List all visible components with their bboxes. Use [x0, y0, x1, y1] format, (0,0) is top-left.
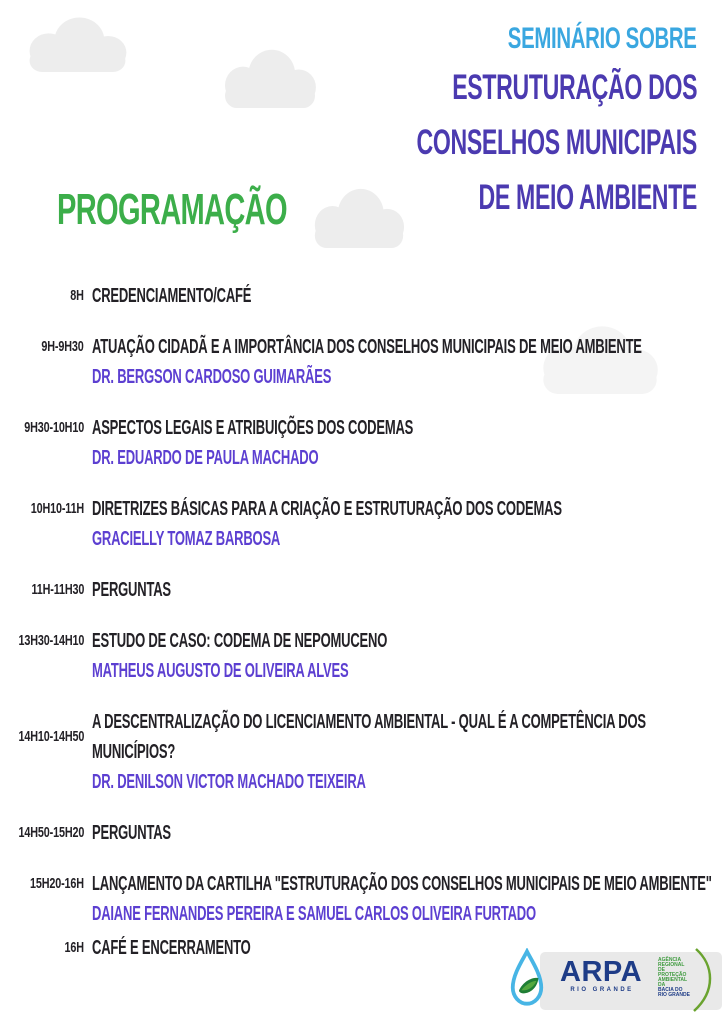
schedule-row: [0, 413, 704, 473]
schedule-row: [0, 332, 704, 392]
session-title: LANÇAMENTO DA CARTILHA "ESTRUTURAÇÃO DOS CONSELHOS MUNICIPAIS DE MEIO AMBIENTE": [92, 873, 712, 895]
session-speaker: DR. DENILSON VICTOR MACHADO TEIXEIRA: [92, 771, 366, 793]
session-title: DIRETRIZES BÁSICAS PARA A CRIAÇÃO E ESTRUTURAÇÃO DOS CODEMAS: [92, 498, 562, 520]
schedule-row: [0, 818, 704, 848]
session-speaker: DAIANE FERNANDES PEREIRA E SAMUEL CARLOS OLIVEIRA FURTADO: [92, 903, 536, 925]
time-label: 10H10-11H: [30, 500, 84, 517]
kicker-text: SEMINÁRIO SOBRE: [508, 22, 697, 55]
arpa-logo: [508, 946, 724, 1020]
session-speaker: DR. BERGSON CARDOSO GUIMARÃES: [92, 366, 332, 388]
schedule-row: [0, 494, 704, 554]
leaf-arc-icon: [686, 947, 722, 1013]
time-label: 14H50-15H20: [18, 824, 84, 841]
main-title-line: ESTRUTURAÇÃO DOS: [452, 68, 697, 107]
session-speaker: GRACIELLY TOMAZ BARBOSA: [92, 528, 281, 550]
schedule-row: [0, 575, 704, 605]
time-label: 15H20-16H: [30, 875, 84, 892]
main-title-line: CONSELHOS MUNICIPAIS: [416, 123, 697, 162]
main-title-line: DE MEIO AMBIENTE: [478, 178, 697, 217]
time-label: 11H-11H30: [31, 581, 84, 598]
schedule-row: [0, 626, 704, 686]
water-drop-leaf-icon: [508, 948, 546, 1010]
session-speaker: MATHEUS AUGUSTO DE OLIVEIRA ALVES: [92, 660, 349, 682]
schedule-row: [0, 707, 704, 797]
time-label: 13H30-14H10: [18, 632, 84, 649]
session-title: A DESCENTRALIZAÇÃO DO LICENCIAMENTO AMBIENTAL - QUAL É A COMPETÊNCIA DOS MUNICÍPIOS?: [92, 711, 646, 763]
schedule-list: [0, 281, 712, 988]
session-title: ATUAÇÃO CIDADÃ E A IMPORTÂNCIA DOS CONSELHOS MUNICIPAIS DE MEIO AMBIENTE: [92, 336, 642, 358]
time-label: 9H30-10H10: [24, 419, 84, 436]
time-label: 9H-9H30: [41, 338, 84, 355]
section-title-programacao: PROGRAMAÇÃO: [57, 185, 287, 234]
session-title: ASPECTOS LEGAIS E ATRIBUIÇÕES DOS CODEMAS: [92, 417, 414, 439]
logo-brand-subtext: RIO GRANDE: [570, 987, 634, 993]
schedule-row: [0, 281, 704, 311]
session-title: PERGUNTAS: [92, 579, 171, 601]
session-title: PERGUNTAS: [92, 822, 171, 844]
session-title: ESTUDO DE CASO: CODEMA DE NEPOMUCENO: [92, 630, 388, 652]
logo-brand-text: ARPA: [560, 956, 643, 988]
session-title: CREDENCIAMENTO/CAFÉ: [92, 285, 252, 307]
schedule-row: [0, 869, 712, 929]
session-title: CAFÉ E ENCERRAMENTO: [92, 937, 251, 959]
time-label: 8H: [70, 287, 84, 304]
logo-agency-name: AGÊNCIA REGIONAL DE PROTEÇÃO AMBIENTAL DA BACIA DO RIO GRANDE: [658, 957, 690, 998]
time-label: 14H10-14H50: [18, 728, 84, 745]
time-label: 16H: [64, 939, 84, 956]
kicker-title: [97, 22, 697, 56]
session-speaker: DR. EDUARDO DE PAULA MACHADO: [92, 447, 319, 469]
